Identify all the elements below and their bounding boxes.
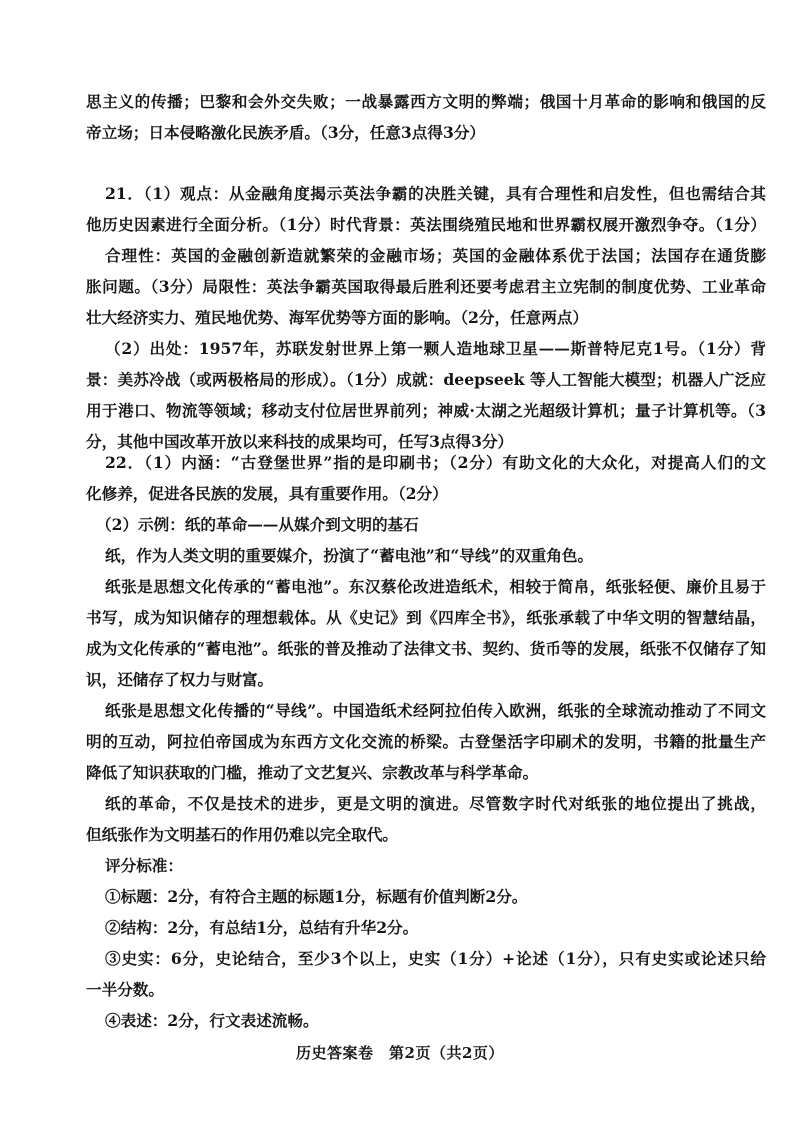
text-line: 帝立场；日本侵略激化民族矛盾。（3分，任意3点得3分） xyxy=(86,123,486,142)
text-line: 化修养，促进各民族的发展，具有重要作用。（2分） xyxy=(86,484,448,503)
text-line: 明的互动，阿拉伯帝国成为东西方文化交流的桥梁。古登堡活字印刷术的发明，书籍的批量生产 xyxy=(86,732,766,751)
text-line: 降低了知识获取的门槛，推动了文艺复兴、宗教改革与科学革命。 xyxy=(86,763,539,782)
text-line: 思主义的传播；巴黎和会外交失败；一战暴露西方文明的弊端；俄国十月革命的影响和俄国的反 xyxy=(86,92,766,111)
rubric-item: ①标题：2分，有符合主题的标题1分，标题有价值判断2分。 xyxy=(105,887,528,906)
text-line: 识，还储存了权力与财富。 xyxy=(86,670,274,689)
text-line: 他历史因素进行全面分析。（1分）时代背景：英法围绕殖民地和世界霸权展开激烈争夺。（1分） xyxy=(86,215,766,234)
text-line: 纸张是思想文化传承的“蓄电池”。东汉蔡伦改进造纸术，相较于简帛，纸张轻便、廉价且易于 xyxy=(105,577,766,596)
question-21 xyxy=(86,178,766,457)
essay-paragraph xyxy=(86,540,766,571)
text-line: 景：美苏冷战（或两极格局的形成）。（1分）成就：deepseek 等人工智能大模型；机器人广泛应 xyxy=(86,370,766,389)
q22-example-title xyxy=(86,509,766,540)
text-line: 胀问题。（3分）局限性：英法争霸英国取得最后胜利还要考虑君主立宪制的制度优势、工业革命 xyxy=(86,277,766,296)
rubric-item: ④表述：2分，行文表述流畅。 xyxy=(105,1011,319,1030)
text-line: 纸，作为人类文明的重要媒介，扮演了“蓄电池”和“导线”的双重角色。 xyxy=(105,546,594,565)
q22-paragraph-1 xyxy=(86,447,766,478)
essay-paragraph xyxy=(86,571,766,695)
rubric-item: ③史实：6分，史论结合，至少3个以上，史实（1分）+论述（1分），只有史实或论述只给 xyxy=(105,949,766,968)
text-line: （2）示例：纸的革命——从媒介到文明的基石 xyxy=(96,515,419,534)
text-line: 书写，成为知识储存的理想载体。从《史记》到《四库全书》，纸张承载了中华文明的智慧结晶， xyxy=(86,608,766,627)
text-line: 评分标准： xyxy=(105,856,183,875)
text-line: 壮大经济实力、殖民地优势、海军优势等方面的影响。（2分，任意两点） xyxy=(86,308,589,327)
essay-paragraph xyxy=(86,788,766,850)
q22-paragraph-1-cont xyxy=(86,478,766,509)
text-line: （2）出处：1957年，苏联发射世界上第一颗人造地球卫星——斯普特尼克1号。（1分）背 xyxy=(105,339,766,358)
rubric-list xyxy=(86,881,766,1036)
page-footer: 历史答案卷 第2页（共2页） xyxy=(296,1044,504,1062)
text-line: 成为文化传承的“蓄电池”。纸张的普及推动了法律文书、契约、货币等的发展，纸张不仅储存了知 xyxy=(86,639,766,658)
text-line: 但纸张作为文明基石的作用仍难以完全取代。 xyxy=(86,825,398,844)
text-line: 分，其他中国改革开放以来科技的成果均可，任写3点得3分） xyxy=(86,432,514,451)
intro-paragraph xyxy=(86,86,766,148)
question-22 xyxy=(86,447,766,1036)
rubric-item: ②结构：2分，有总结1分，总结有升华2分。 xyxy=(105,918,419,937)
q21-paragraph-1 xyxy=(86,178,766,209)
q21-paragraph-3 xyxy=(86,333,766,364)
text-line: 22．（1）内涵：“古登堡世界”指的是印刷书；（2分）有助文化的大众化，对提高人们的文 xyxy=(105,453,766,472)
q21-paragraph-2-cont xyxy=(86,271,766,333)
q21-paragraph-3-cont xyxy=(86,364,766,457)
text-line: 纸的革命，不仅是技术的进步，更是文明的演进。尽管数字时代对纸张的地位提出了挑战， xyxy=(105,794,766,813)
q21-paragraph-2 xyxy=(86,240,766,271)
rubric-item-cont: 一半分数。 xyxy=(86,980,164,999)
essay-paragraph xyxy=(86,695,766,788)
q21-paragraph-1-cont xyxy=(86,209,766,240)
text-line: 合理性：英国的金融创新造就繁荣的金融市场；英国的金融体系优于法国；法国存在通货膨 xyxy=(105,246,766,265)
text-line: 纸张是思想文化传播的“导线”。中国造纸术经阿拉伯传入欧洲，纸张的全球流动推动了不同文 xyxy=(105,701,766,720)
rubric-title xyxy=(86,850,766,881)
text-line: 用于港口、物流等领域；移动支付位居世界前列；神威·太湖之光超级计算机；量子计算机等。（3 xyxy=(86,401,766,420)
text-line: 21．（1）观点：从金融角度揭示英法争霸的决胜关键，具有合理性和启发性，但也需结合其 xyxy=(105,184,766,203)
